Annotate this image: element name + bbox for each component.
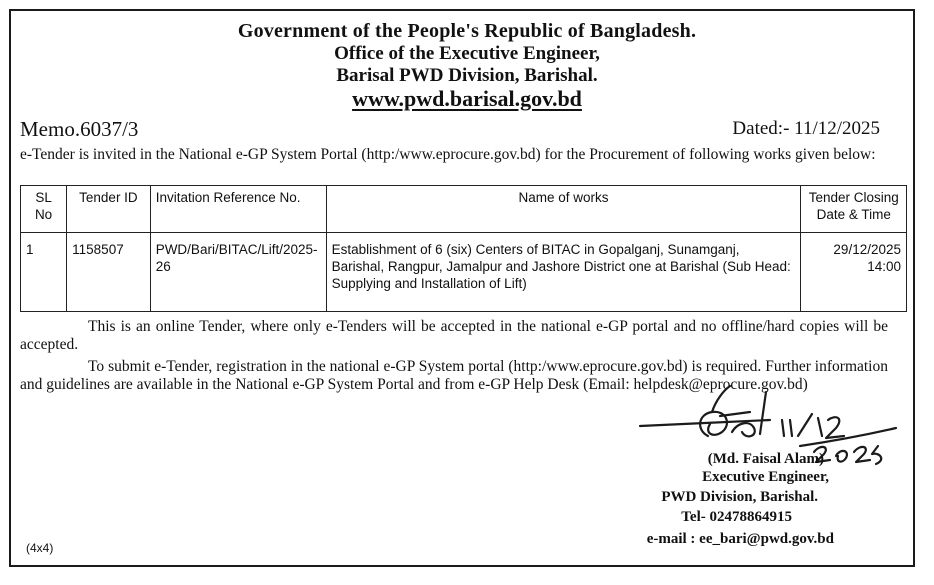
website-link[interactable]: www.pwd.barisal.gov.bd	[352, 86, 582, 111]
col-header-invitation-ref: Invitation Reference No.	[150, 186, 326, 233]
memo-value: 6037/3	[80, 117, 139, 141]
memo-date: Dated:- 11/12/2025	[732, 118, 880, 139]
signatory-title: Executive Engineer,	[702, 469, 829, 485]
closing-date: 29/12/2025	[833, 242, 901, 257]
submission-paragraph: To submit e-Tender, registration in the national e-GP System portal (http:/www.eprocure.gov.bd) is required. Further information and guidelines are available in the National e-GP System Portal and from e-GP Help Desk (Email: helpdesk@eprocure.gov.bd)	[20, 358, 888, 393]
memo-label: Memo.	[20, 117, 81, 141]
tender-table	[20, 185, 907, 312]
signatory-name: (Md. Faisal Alam)	[707, 451, 824, 467]
intro-paragraph: e-Tender is invited in the National e-GP System Portal (http:/www.eprocure.gov.bd) for the Procurement of following works given below:	[20, 146, 876, 163]
col-header-name-of-works: Name of works	[326, 186, 801, 233]
cell-sl: 1	[21, 233, 67, 312]
cell-name-of-works: Establishment of 6 (six) Centers of BITAC in Gopalganj, Sunamganj, Barishal, Rangpur, Jamalpur and Jashore District one at Barishal (Sub Head: Supplying and Installation of Lift)	[326, 233, 801, 312]
online-tender-paragraph: This is an online Tender, where only e-Tenders will be accepted in the national e-GP portal and no offline/hard copies will be accepted.	[20, 318, 888, 353]
cell-tender-id: 1158507	[67, 233, 151, 312]
government-title: Government of the People's Republic of Bangladesh.	[237, 20, 697, 42]
memo-number	[20, 117, 138, 142]
table-row	[21, 233, 907, 312]
cell-invitation-ref: PWD/Bari/BITAC/Lift/2025-26	[150, 233, 326, 312]
office-title: Office of the Executive Engineer,	[334, 43, 600, 64]
closing-time: 14:00	[867, 259, 901, 274]
signatory-email[interactable]: e-mail : ee_bari@pwd.gov.bd	[646, 531, 834, 547]
col-header-closing: Tender Closing Date & Time	[801, 186, 907, 233]
division-title: Barisal PWD Division, Barishal.	[336, 65, 598, 86]
table-header-row	[21, 186, 907, 233]
cell-closing	[801, 233, 907, 312]
signatory-division: PWD Division, Barishal.	[661, 489, 818, 505]
ad-size-code: (4x4)	[26, 541, 54, 555]
col-header-tender-id: Tender ID	[67, 186, 151, 233]
signatory-phone: Tel- 02478864915	[681, 509, 792, 525]
col-header-sl: SL No	[21, 186, 67, 233]
